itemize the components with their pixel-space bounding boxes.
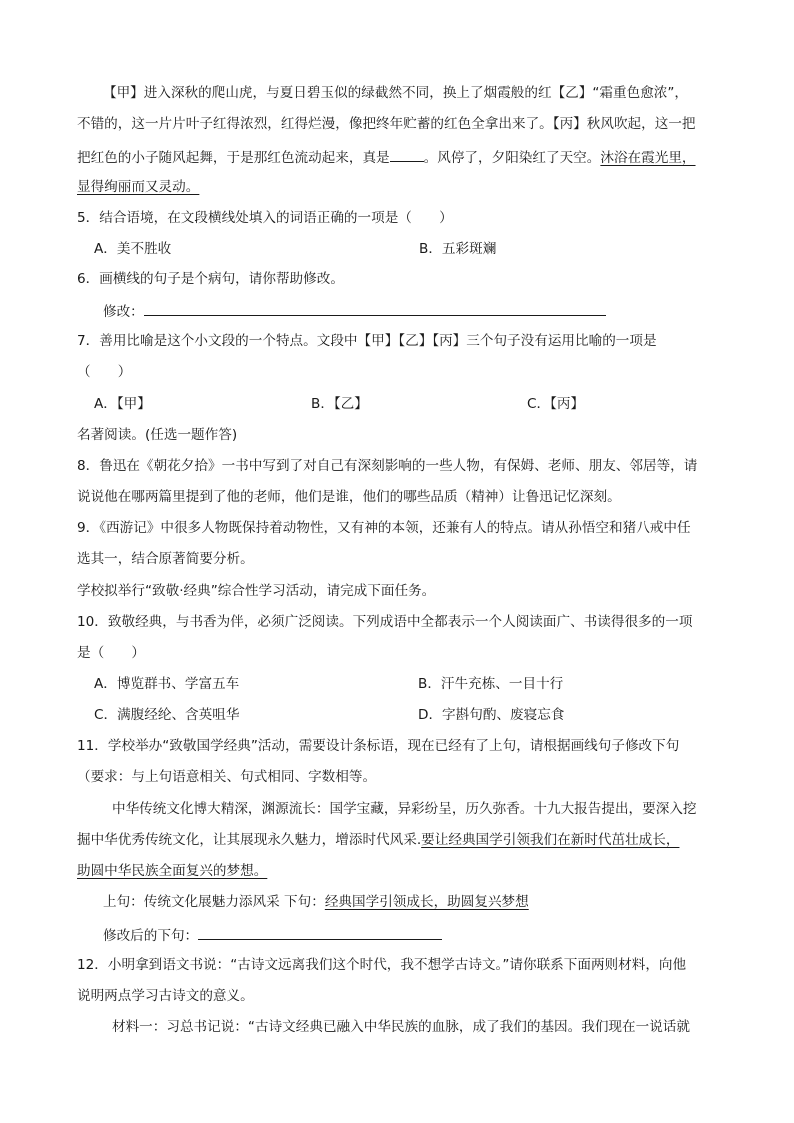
option-b[interactable]: B．【乙】 [311,396,368,412]
option-b[interactable]: B．五彩斑斓 [419,241,497,257]
question-9-line-2: 选其一，结合原著简要分析。 [77,551,254,567]
option-a[interactable]: A．【甲】 [94,396,151,412]
answer-label: 修改后的下句： [103,928,199,944]
question-12-line-1: 12．小明拿到语文书说：“古诗文远离我们这个时代，我不想学古诗文。”请你联系下面两则材料，向他 [77,957,687,973]
section-heading: 名著阅读。(任选一题作答) [77,427,238,443]
passage-text: 把红色的小子随风起舞，于是那红色流动起来，真是 [77,150,390,166]
passage-line-3 [77,147,696,167]
passage-line-4 [77,178,199,196]
option-d[interactable]: D．字斟句酌、废寝忘食 [418,707,565,723]
q11-passage-line-2 [77,831,679,849]
answer-input[interactable] [198,925,442,940]
option-a[interactable]: A．博览群书、学富五车 [94,676,240,692]
upper-line-label: 上句：传统文化展魅力添风采 下句： [103,894,325,910]
question-11-line-1: 11．学校举办“致敬国学经典”活动，需要设计条标语，现在已经有了上句，请根据画线句子修改下句 [77,738,680,754]
question-10-line-1: 10．致敬经典，与书香为伴，必须广泛阅读。下列成语中全都表示一个人阅读面广、书读得很多的一项 [77,614,693,630]
couplet-line [103,893,529,911]
passage-text: 。风停了，夕阳染红了天空。 [423,150,601,166]
q11-passage-line-1: 中华传统文化博大精深，渊源流长：国学宝藏，异彩纷呈，历久弥香。十九大报告提出，要深入挖 [112,801,697,817]
option-a[interactable]: A．美不胜收 [94,241,172,257]
underlined-lower-line: 经典国学引领成长，助圆复兴梦想 [324,894,529,910]
passage-line-2: 不错的，这一片片叶子红得浓烈，红得烂漫，像把终年贮蓄的红色全拿出来了。【丙】秋风吹起，这一把 [77,116,696,132]
option-c[interactable]: C．【丙】 [527,396,585,412]
option-c[interactable]: C．满腹经纶、含英咀华 [94,707,240,723]
answer-line [103,301,606,321]
question-11-line-2: （要求：与上句语意相关、句式相同、字数相等。 [77,769,377,785]
question-9-line-1: 9．《西游记》中很多人物既保持着动物性，又有神的本领，还兼有人的特点。请从孙悟空和猪八戒中任 [77,520,691,536]
underlined-sentence: 沐浴在霞光里， [600,150,696,166]
passage-line-1: 【甲】进入深秋的爬山虎，与夏日碧玉似的绿截然不同，换上了烟霞般的红【乙】“霜重色愈浓”， [103,85,689,101]
underlined-sentence: 要让经典国学引领我们在新时代茁壮成长， [421,832,680,848]
question-7: 7．善用比喻是这个小文段的一个特点。文段中【甲】【乙】【丙】三个句子没有运用比喻的一项是 [77,333,657,349]
question-12-line-2: 说明两点学习古诗文的意义。 [77,988,254,1004]
passage-text: 掘中华优秀传统文化，让其展现永久魅力，增添时代风采. [77,832,422,848]
question-8-line-1: 8．鲁迅在《朝花夕拾》一书中写到了对自己有深刻影响的一些人物，有保姆、老师、朋友、邻居等，请 [77,458,698,474]
answer-input[interactable] [144,301,606,316]
answer-label: 修改： [103,304,144,320]
question-5: 5．结合语境，在文段横线处填入的词语正确的一项是（ ） [77,210,453,226]
fill-blank[interactable] [390,147,424,162]
underlined-sentence: 显得绚丽而又灵动。 [77,179,200,195]
question-10-line-2: 是（ ） [77,645,145,661]
option-b[interactable]: B．汗牛充栋、一目十行 [418,676,564,692]
section-heading: 学校拟举行“致敬·经典”综合性学习活动，请完成下面任务。 [77,583,436,599]
underlined-sentence: 助圆中华民族全面复兴的梦想。 [77,863,268,879]
question-8-line-2: 说说他在哪两篇里提到了他的老师，他们是谁，他们的哪些品质（精神）让鲁迅记忆深刻。 [77,489,621,505]
material-1: 材料一：习总书记说：“古诗文经典已融入中华民族的血脉，成了我们的基因。我们现在一说话就 [112,1019,690,1035]
answer-line [103,925,442,945]
answer-paren: （ ） [77,364,132,380]
question-6: 6．画横线的句子是个病句，请你帮助修改。 [77,271,344,287]
q11-passage-line-3 [77,862,267,880]
